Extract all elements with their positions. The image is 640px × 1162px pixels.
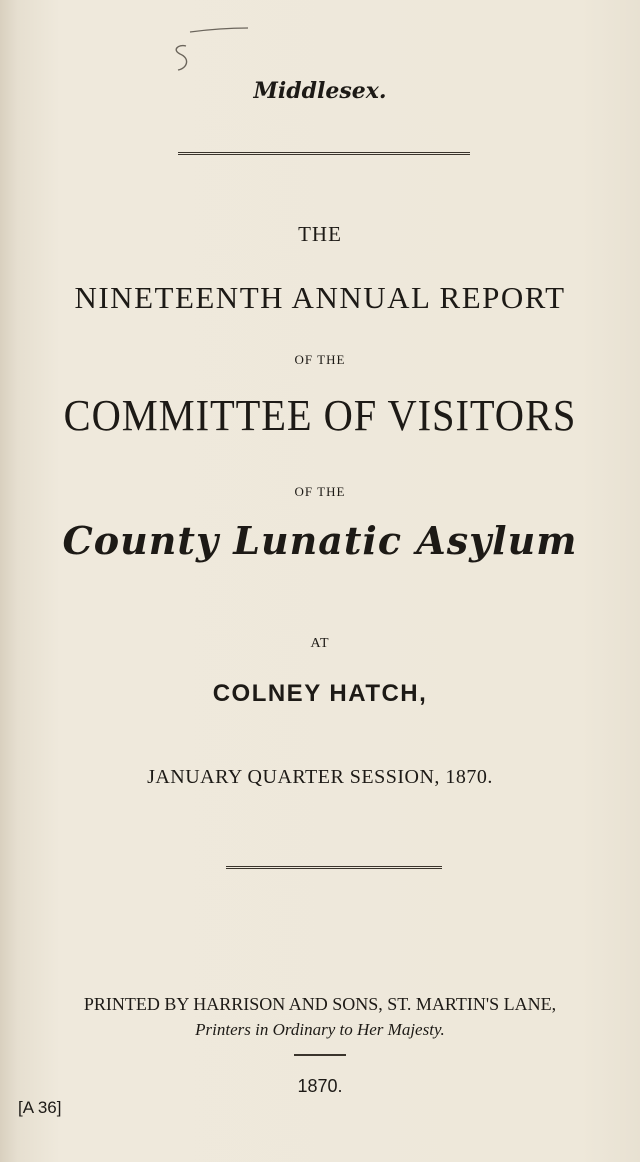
location: COLNEY HATCH, bbox=[212, 680, 428, 707]
pencil-annotation bbox=[150, 18, 260, 78]
county-heading: Middlesex. bbox=[253, 78, 387, 104]
short-rule bbox=[294, 1054, 346, 1056]
top-rule bbox=[178, 152, 470, 155]
pencil-mark-text: 5 bbox=[168, 68, 169, 69]
of-the-label-1: OF THE bbox=[294, 352, 346, 367]
year: 1870. bbox=[297, 1076, 343, 1096]
report-title: NINETEENTH ANNUAL REPORT bbox=[74, 280, 566, 315]
shelfmark: [A 36] bbox=[18, 1098, 62, 1117]
asylum-name: County Lunatic Asylum bbox=[62, 518, 578, 563]
committee-title: COMMITTEE OF VISITORS bbox=[63, 391, 577, 440]
printer-role: Printers in Ordinary to Her Majesty. bbox=[195, 1020, 445, 1039]
printer-line: PRINTED BY HARRISON AND SONS, ST. MARTIN'S LANE, bbox=[83, 994, 557, 1014]
the-label: THE bbox=[298, 222, 342, 246]
at-label: AT bbox=[310, 636, 330, 651]
of-the-label-2: OF THE bbox=[294, 484, 346, 499]
session: JANUARY QUARTER SESSION, 1870. bbox=[147, 766, 493, 788]
middle-rule bbox=[226, 866, 442, 869]
